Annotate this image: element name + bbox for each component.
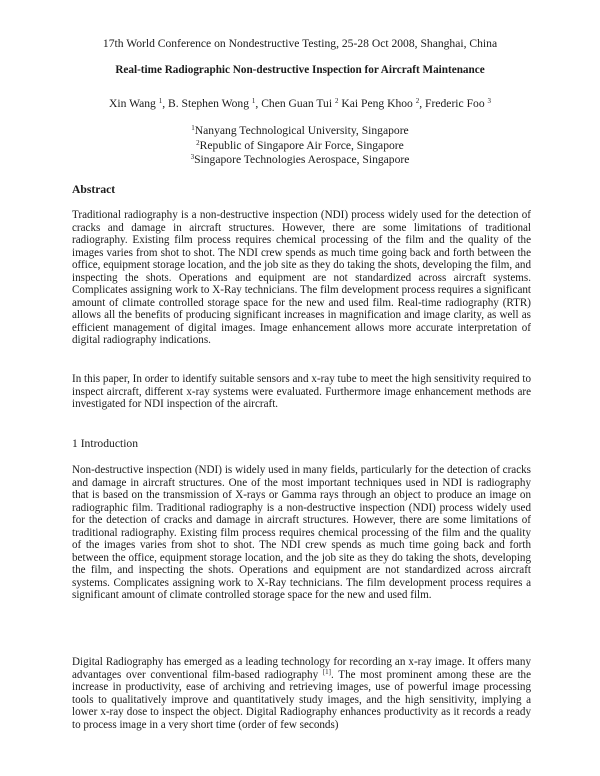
citation-ref[interactable]: [1] [322,667,332,676]
abstract-paragraph: Traditional radiography is a non-destructive inspection (NDI) process widely used for the detection of cracks and damage in aircraft structures. However, there are some limitations of traditional radiography. Existing film process requires chemical processing of the film and the quality of the images varies from shot to shot. The NDI crew spends as much time going back and forth between the office, equipment storage location, and the job site as they do taking the shots, developing the film, and inspecting the shots. Operations and equipment are not standardized across aircraft systems. Complicates assigning work to X-Ray technicians. The film development process requires a significant amount of climate controlled storage space for the new and used film. Real-time radiography (RTR) allows all the benefits of producing significant increases in magnification and image clarity, as well as efficient management of digital images. Image enhancement allows more accurate interpretation of digital radiography indications. [72,209,531,346]
body-text: . The most prominent among these are the increase in productivity, ease of archiving and retrieving images, use of powerful image processing tools to qualitatively improve and quantitatively study images, and the high sensitivity, implying a lower x-ray dose to inspect the object. Digital Radiography enhances productivity as it records a ready to process image in a very short time (order of few seconds) [72,668,531,731]
body-paragraph: Non-destructive inspection (NDI) is widely used in many fields, particularly for the detection of cracks and damage in aircraft structures. One of the most important techniques used in NDI is radiography that is based on the transmission of X-rays or Gamma rays through an object to produce an image on radiographic film. Traditional radiography is a non-destructive inspection (NDI) process widely used for the detection of cracks and damage in aircraft structures. However, there are some limitations of traditional radiography. Existing film process requires chemical processing of the film and the quality of the images varies from shot to shot. The NDI crew spends as much time going back and forth between the office, equipment storage location, and the job site as they do taking the shots, developing the film, and inspecting the shots. Operations and equipment are not standardized across aircraft systems. Complicates assigning work to X-Ray technicians. The film development process requires a significant amount of climate controlled storage space for the new and used film. [72,464,531,601]
abstract-paragraph: In this paper, In order to identify suitable sensors and x-ray tube to meet the high sensitivity required to inspect aircraft, different x-ray systems were evaluated. Furthermore image enhancement methods are investigated for NDI inspection of the aircraft. [72,373,531,410]
author-line [0,97,600,111]
affiliation-text: Nanyang Technological University, Singapore [194,124,409,137]
affiliation-text: Singapore Technologies Aerospace, Singapore [194,153,410,166]
affiliation-marker: 3 [190,153,195,161]
affiliation-marker: 2 [196,138,200,147]
section-heading: 1 Introduction [72,437,139,450]
author-separator: , [162,97,169,110]
author-affil-marker: 2 [415,97,420,105]
author-separator: , [255,97,262,110]
author-affil-marker: 1 [251,97,256,105]
affiliations [0,124,600,168]
author-name: Kai Peng Khoo [341,97,416,110]
affiliation [0,153,600,168]
affiliation-text: Republic of Singapore Air Force, Singapore [199,138,404,152]
author-separator: , [419,97,426,110]
author-affil-marker: 3 [487,97,492,105]
affiliation [0,139,600,154]
body-paragraph [72,656,531,731]
author-name: Chen Guan Tui [261,97,335,110]
affiliation [0,124,600,139]
body-text: Digital Radiography has emerged as a leading technology for recording an x-ray image. It offers many advantages over conventional film-based radiography [72,656,531,681]
conference-header: 17th World Conference on Nondestructive Testing, 25-28 Oct 2008, Shanghai, China [102,37,498,50]
paper-title: Real-time Radiographic Non-destructive Inspection for Aircraft Maintenance [115,64,485,76]
author-name: Xin Wang [108,97,159,110]
abstract-heading: Abstract [72,183,116,196]
affiliation-marker: 1 [191,124,195,132]
author-affil-marker: 1 [158,97,163,105]
author-affil-marker: 2 [334,97,339,105]
author-name: B. Stephen Wong [168,97,252,110]
author-name: Frederic Foo [425,97,488,110]
